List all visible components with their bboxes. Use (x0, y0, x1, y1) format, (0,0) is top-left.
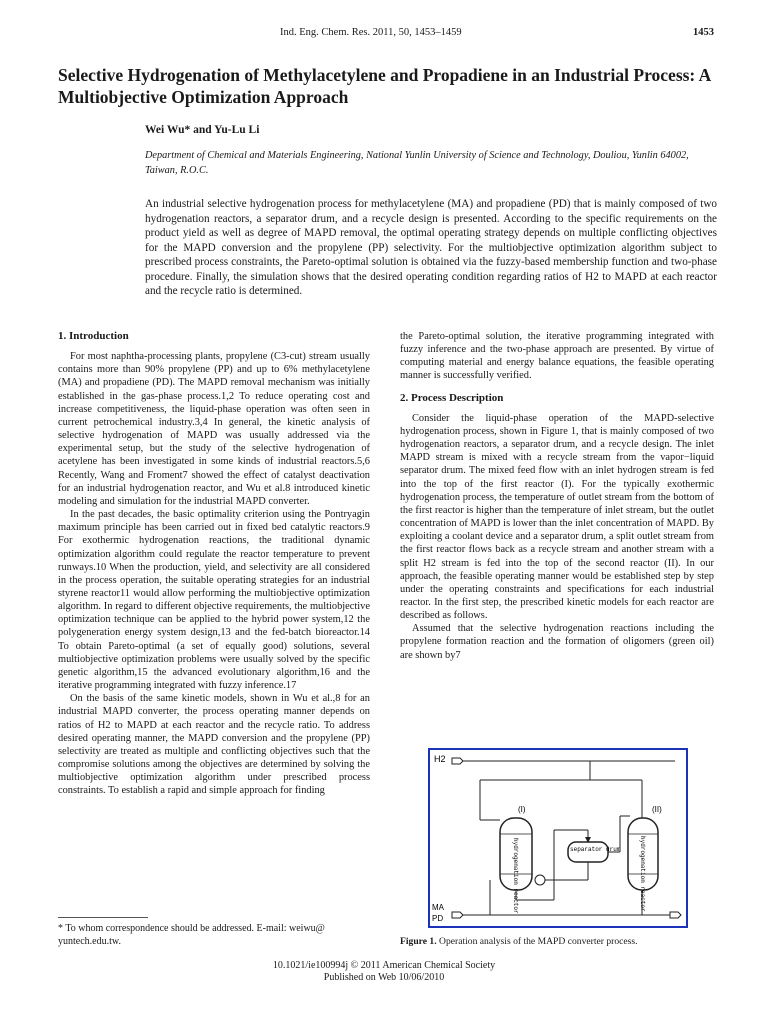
right-continuation-paragraph: the Pareto-optimal solution, the iterative programming integrated with fuzzy inference and the two-phase approach are presented. By virtue of computing material and energy balance equations, the feasible operating manner is successfully verified. (400, 331, 714, 382)
process-paragraph-1: Consider the liquid-phase operation of the MAPD-selective hydrogenation process, shown in Figure 1, that is mainly composed of two hydrogenation reactors, a separator drum, and a recycle design. The inlet MAPD stream is mixed with a recycle stream from the vapor−liquid separator drum. The mixed feed flow with an inlet hydrogen stream is fed into the top of the first reactor (I). For the typically exothermic hydrogenation process, the temperature of outlet stream from the bottom of the first reactor is higher than the temperature of inlet stream, but the outlet concentration of MAPD is lower than the inlet concentration of MAPD. By exploiting a coolant device and a separator drum, a split outlet stream from the first reactor flows back as a recycle stream and another stream with a split H2 stream is fed into the top of the second reactor (II). In our approach, the feasible operating manner would be established step by step under the operating constraints and specifications for each industrial reactor. In the first step, the prescribed kinetic models for each reactor are described as follows. (400, 412, 714, 622)
page-footer (0, 960, 768, 983)
right-column (400, 330, 714, 662)
reactor-2-text: hydrogenation reactor (639, 836, 646, 912)
figure-caption (400, 936, 638, 947)
left-column (58, 330, 370, 797)
figure-1-diagram (428, 748, 688, 928)
reactor-1-label: (I) (518, 805, 526, 814)
mapd-inlet-arrow (452, 912, 463, 918)
article-title: Selective Hydrogenation of Methylacetylene and Propadiene in an Industrial Process: A Multiobjective Optimization Approach (58, 65, 711, 107)
mapd-label-ma: MA (432, 903, 444, 912)
abstract: An industrial selective hydrogenation process for methylacetylene (MA) and propadiene (PD) that is mainly composed of two hydrogenation reactors, a separator drum, and a recycle design is presented. According to the specific requirements on the product yield as well as degree of MAPD removal, the optimal operating strategy depends on multiple conflicting objectives for the MAPD conversion and the propylene (PP) selectivity. For the multiobjective optimization algorithm subject to prescribed process constraints, the Pareto-optimal solution is obtained via the fuzzy-based membership function and two-phase procedure. Finally, the simulation shows that the desired operating condition regarding ratios of H2 to MAPD at each reactor and the recycle ratio is determined. (145, 198, 717, 297)
intro-paragraph-1: For most naphtha-processing plants, propylene (C3-cut) stream usually contains more than 90% propylene (PP) and up to 6% methylacetylene (MA) and propadiene (PD). The MAPD removal mechanism was initially established in the gas-phase process.1,2 To reduce operating cost and increase competitiveness, the liquid-phase operation was often seen in current petrochemical industry.3,4 In general, the kinetic analysis of selective hydrogenation of MAPD was usually addressed via the experimental setup, but the study of the selective hydrogenation of acetylene has been investigated in some kinds of industrial reactors.5,6 Recently, Wang and Froment7 showed the effect of catalyst deactivation for an industrial hydrogenation reactor, and Wu et al.8 introduced kinetic modeling and simulation for the industrial MAPD converter. (58, 351, 370, 507)
reactor-1-text: hydrogenation reactor (512, 838, 519, 914)
footnote-divider (58, 917, 148, 918)
process-heading: 2. Process Description (400, 391, 504, 404)
figure-caption-text: Operation analysis of the MAPD converter process. (439, 936, 638, 947)
mapd-label-pd: PD (432, 914, 444, 923)
process-paragraph-2: Assumed that the selective hydrogenation reactions including the propylene formation reaction and the formation of oligomers (green oil) are shown by7 (400, 623, 714, 661)
journal-citation: Ind. Eng. Chem. Res. 2011, 50, 1453–1459 (280, 27, 462, 38)
reactor-2-label: (II) (652, 805, 662, 814)
h2-inlet-arrow (452, 758, 463, 764)
intro-paragraph-3: On the basis of the same kinetic models, shown in Wu et al.,8 for an industrial MAPD converter, the process operating manner depends on ratios of H2 to MAPD at each reactor and the recycle ratio. To address desired operating manner, the MAPD conversion and the propylene (PP) selectivity are treated as multiple and conflicting objectives such that the compromise solutions among the objectives are determined by solving the multiobjective optimization algorithm under prescribed process constraints. To establish a rapid and simple approach for finding (58, 693, 370, 797)
h2-label: H2 (434, 754, 446, 764)
intro-paragraph-2: In the past decades, the basic optimality criterion using the Pontryagin maximum principle has been carried out in fixed bed catalytic reactors.9 For exothermic hydrogenation reactions, the traditional dynamic optimization algorithm could regulate the reactor temperature to prevent runways.10 When the production, yield, and selectivity are all considered in the process operation, the suitable operating strategies for an industrial styrene reactor11 would allow performing the multiobjective optimization algorithm. In regard to different objective requirements, the multiobjective optimization technique can be applied to the hybrid power system,12 the polygeneration energy system design,13 and the fed-batch bioreactor.14 To obtain Pareto-optimal (a set of equally good) solutions, several multiobjective optimization problems were usually solved by the specific genetic algorithm,15 the advanced evolutionary algorithm,16 and the iterative programming integrated with fuzzy inference.17 (58, 509, 370, 692)
authors: Wei Wu* and Yu-Lu Li (145, 124, 260, 136)
process-flow-diagram (430, 750, 686, 926)
separator-text: separator drum (570, 846, 621, 853)
figure-caption-number: Figure 1. (400, 936, 437, 947)
correspondence-footnote: * To whom correspondence should be addressed. E-mail: weiwu@ yuntech.edu.tw. (58, 923, 325, 947)
footer-doi-copyright: 10.1021/ie100994j © 2011 American Chemical Society (272, 960, 496, 971)
recycle-pump (535, 875, 545, 885)
footer-published: Published on Web 10/06/2010 (323, 971, 445, 983)
page-number: 1453 (693, 27, 714, 38)
product-outlet-arrow (670, 912, 681, 918)
running-header (0, 27, 768, 41)
affiliation: Department of Chemical and Materials Engineering, National Yunlin University of Science and Technology, Douliou, Yunlin 64002, Taiwan, R.O.C. (145, 150, 689, 176)
intro-heading: 1. Introduction (58, 330, 129, 342)
